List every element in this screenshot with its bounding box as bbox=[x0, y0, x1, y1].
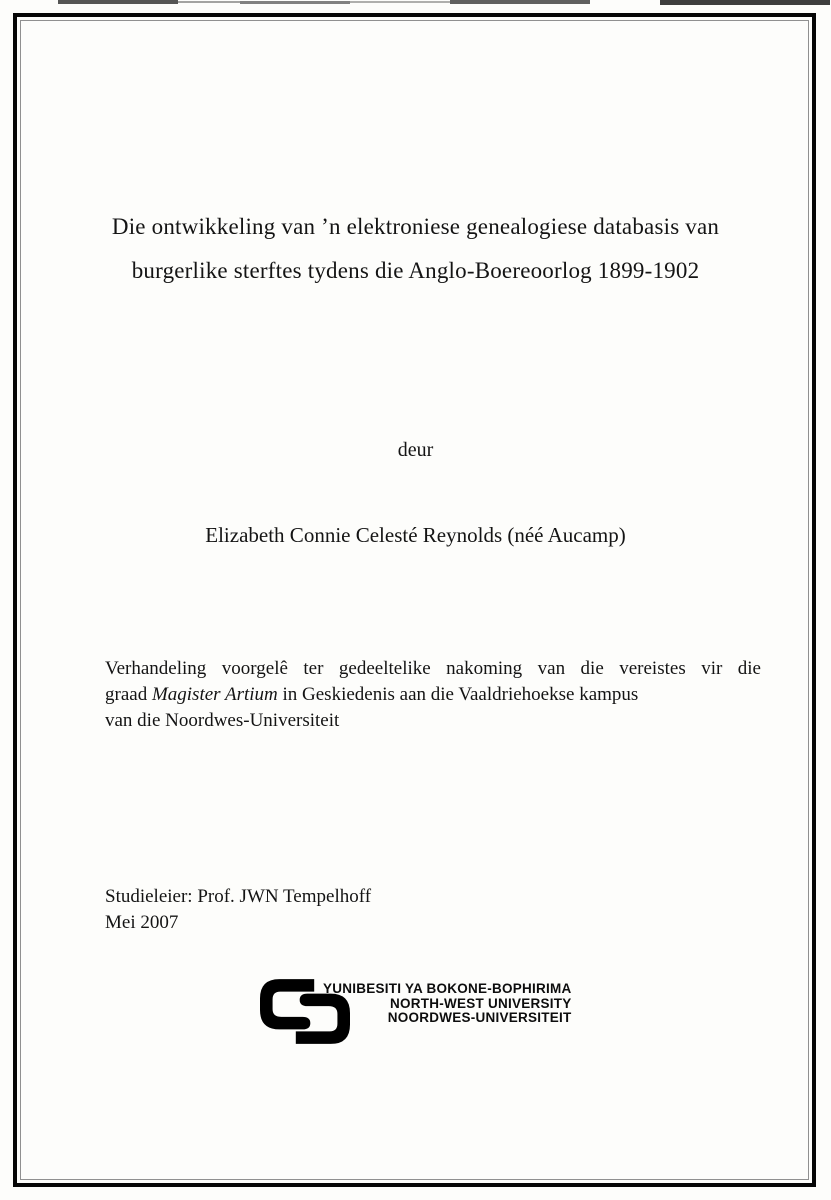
logo-text-line2: NORTH-WEST UNIVERSITY bbox=[389, 995, 572, 1011]
degree-name: Magister Artium bbox=[151, 684, 278, 705]
scan-artifact bbox=[240, 1, 350, 4]
supervisor-line: Studieleier: Prof. JWN Tempelhoff bbox=[105, 886, 372, 907]
author-name: Elizabeth Connie Celesté Reynolds (néé Aucamp) bbox=[205, 523, 626, 547]
scan-artifact bbox=[178, 1, 240, 3]
byline-label: deur bbox=[397, 439, 434, 461]
scan-artifact bbox=[660, 0, 830, 5]
submission-line2-prefix: graad bbox=[105, 684, 152, 705]
details-block bbox=[105, 884, 371, 936]
logo-text-line1: YUNIBESITI YA BOKONE-BOPHIRIMA bbox=[322, 981, 572, 996]
thesis-title-line2: burgerlike sterftes tydens die Anglo-Boereoorlog 1899-1902 bbox=[131, 258, 700, 283]
scan-artifact bbox=[350, 1, 450, 3]
thesis-title bbox=[40, 205, 791, 293]
university-logo-text bbox=[323, 982, 572, 1026]
submission-line3: van die Noordwes-Universiteit bbox=[105, 710, 340, 731]
submission-statement bbox=[105, 656, 761, 734]
submission-line1: Verhandeling voorgelê ter gedeeltelike nakoming van die vereistes vir die bbox=[105, 658, 761, 679]
university-logo bbox=[260, 978, 572, 1048]
date-line: Mei 2007 bbox=[105, 912, 179, 933]
thesis-title-line1: Die ontwikkeling van ’n elektroniese genealogiese databasis van bbox=[111, 214, 720, 239]
logo-text-line3: NOORDWES-UNIVERSITEIT bbox=[387, 1010, 572, 1025]
scan-artifact bbox=[58, 0, 178, 4]
submission-line2 bbox=[105, 682, 761, 708]
scan-artifact bbox=[450, 0, 590, 4]
submission-line2-suffix: in Geskiedenis aan die Vaaldriehoekse kampus bbox=[277, 684, 639, 705]
